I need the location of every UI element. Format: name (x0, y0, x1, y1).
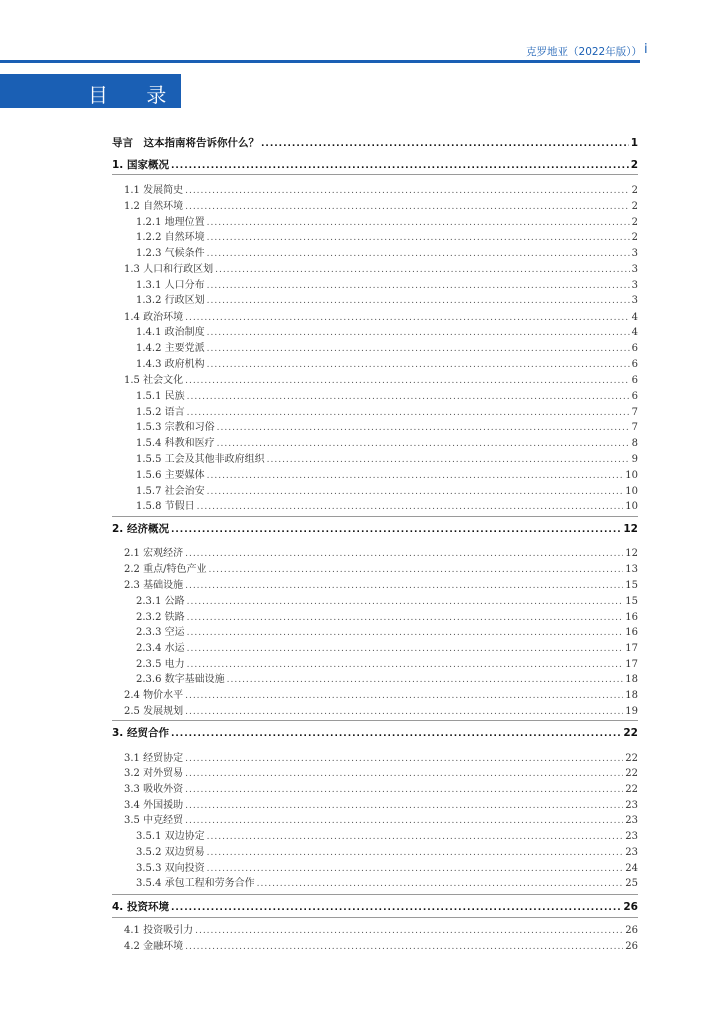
toc-entry[interactable] (136, 244, 638, 259)
toc-dot-leader (187, 628, 624, 638)
toc-entry-title: 3.5.3 双向投资 (136, 863, 205, 874)
toc-dot-leader (187, 660, 624, 670)
toc-dot-leader (185, 376, 630, 386)
toc-entry-title: 3.5.2 双边贸易 (136, 847, 205, 858)
toc-entry-title: 3.3 吸收外资 (124, 784, 184, 795)
toc-dot-leader (171, 525, 621, 535)
toc-entry-page: 10 (625, 501, 638, 512)
toc-dot-leader (217, 423, 630, 433)
toc-entry-title: 2.3 基础设施 (124, 580, 184, 591)
toc-entry[interactable] (136, 670, 638, 685)
toc-dot-leader (185, 785, 623, 795)
toc-dot-leader (185, 186, 630, 196)
toc-entry-title: 1.5.7 社会治安 (136, 486, 205, 497)
toc-dot-leader (185, 942, 623, 952)
toc-entry-page: 6 (631, 391, 638, 402)
toc-entry[interactable] (136, 213, 638, 228)
toc-entry-title: 1.5.3 宗教和习俗 (136, 422, 215, 433)
toc-entry[interactable] (124, 181, 638, 196)
toc-entry[interactable] (136, 874, 638, 889)
toc-entry-page: 2 (631, 217, 638, 228)
toc-dot-leader (185, 707, 623, 717)
toc-entry[interactable] (124, 544, 638, 559)
toc-entry-page: 3 (631, 264, 638, 275)
toc-entry-page: 18 (625, 690, 638, 701)
toc-entry[interactable] (124, 749, 638, 764)
toc-entry-page: 12 (623, 523, 638, 535)
toc-entry-title: 3.5.4 承包工程和劳务合作 (136, 878, 255, 889)
toc-entry-page: 2 (631, 185, 638, 196)
toc-entry[interactable] (136, 418, 638, 433)
toc-entry-page: 6 (631, 343, 638, 354)
toc-entry-title: 2.4 物价水平 (124, 690, 184, 701)
toc-entry-title: 1.4.3 政府机构 (136, 359, 205, 370)
toc-entry-page: 16 (625, 612, 638, 623)
toc-entry-title: 1.2.2 自然环境 (136, 232, 205, 243)
toc-entry-page: 1 (630, 137, 638, 149)
toc-dot-leader (207, 233, 630, 243)
toc-entry-page: 26 (625, 941, 638, 952)
toc-entry-title: 1.5.4 科教和医疗 (136, 438, 215, 449)
toc-entry-title: 2.3.1 公路 (136, 596, 185, 607)
toc-entry-title: 1.3 人口和行政区划 (124, 264, 214, 275)
running-header: 克罗地亚（2022年版）） (526, 46, 642, 58)
toc-entry[interactable] (136, 843, 638, 858)
toc-entry-title: 1.4 政治环境 (124, 312, 184, 323)
toc-dot-leader (261, 139, 629, 149)
toc-entry-title: 1.5.5 工会及其他非政府组织 (136, 454, 265, 465)
toc-entry-title: 1.3.1 人口分布 (136, 280, 205, 291)
toc-entry[interactable] (136, 434, 638, 449)
toc-entry[interactable] (136, 608, 638, 623)
toc-entry-title: 4. 投资环境 (112, 901, 169, 913)
toc-dot-leader (208, 565, 623, 575)
toc-entry[interactable] (136, 291, 638, 306)
toc-entry-page: 23 (625, 815, 638, 826)
toc-entry-title: 3.1 经贸协定 (124, 753, 184, 764)
toc-entry[interactable] (124, 371, 638, 386)
toc-entry-page: 22 (625, 753, 638, 764)
toc-dot-leader (207, 848, 624, 858)
toc-entry-page: 24 (625, 863, 638, 874)
toc-entry[interactable] (124, 811, 638, 826)
toc-dot-leader (185, 691, 623, 701)
page-number: i (644, 42, 648, 57)
toc-entry[interactable] (112, 157, 638, 172)
toc-entry-page: 6 (631, 359, 638, 370)
toc-entry[interactable] (124, 197, 638, 212)
toc-dot-leader (195, 926, 623, 936)
toc-entry-page: 22 (623, 727, 638, 739)
section-divider (112, 174, 638, 175)
toc-dot-leader (187, 597, 624, 607)
toc-entry[interactable] (136, 623, 638, 638)
toc-entry-title: 2.3.6 数字基础设施 (136, 674, 225, 685)
toc-entry[interactable] (124, 702, 638, 717)
toc-title: 目 录 (88, 83, 183, 107)
toc-entry-page: 10 (625, 486, 638, 497)
toc-dot-leader (207, 360, 630, 370)
toc-entry[interactable] (124, 796, 638, 811)
toc-entry-title: 4.2 金融环境 (124, 941, 184, 952)
toc-dot-leader (187, 392, 630, 402)
section-divider (112, 720, 638, 721)
toc-entry[interactable] (136, 228, 638, 243)
toc-entry[interactable] (136, 355, 638, 370)
toc-entry-title: 1.2.1 地理位置 (136, 217, 205, 228)
toc-entry-page: 2 (631, 232, 638, 243)
toc-dot-leader (257, 879, 624, 889)
toc-dot-leader (207, 344, 630, 354)
toc-entry[interactable] (136, 497, 638, 512)
toc-entry-page: 23 (625, 831, 638, 842)
toc-dot-leader (207, 281, 630, 291)
toc-dot-leader (185, 581, 623, 591)
toc-entry-title: 3.2 对外贸易 (124, 768, 184, 779)
toc-entry[interactable] (124, 764, 638, 779)
toc-entry-page: 15 (625, 580, 638, 591)
toc-entry-page: 10 (625, 470, 638, 481)
toc-entry-page: 2 (631, 201, 638, 212)
toc-entry-title: 1.5 社会文化 (124, 375, 184, 386)
toc-entry-page: 2 (630, 159, 638, 171)
toc-entry-page: 25 (625, 878, 638, 889)
toc-entry[interactable] (136, 482, 638, 497)
toc-entry[interactable] (112, 725, 638, 740)
toc-dot-leader (207, 487, 624, 497)
toc-dot-leader (207, 832, 624, 842)
toc-entry[interactable] (136, 276, 638, 291)
toc-entry-page: 3 (631, 280, 638, 291)
toc-entry[interactable] (136, 827, 638, 842)
toc-entry-title: 2.3.2 铁路 (136, 612, 185, 623)
toc-dot-leader (207, 296, 630, 306)
toc-entry-title: 1.4.1 政治制度 (136, 327, 205, 338)
toc-entry-page: 22 (625, 768, 638, 779)
toc-entry-page: 4 (631, 312, 638, 323)
toc-entry-title: 1.4.2 主要党派 (136, 343, 205, 354)
toc-dot-leader (227, 675, 624, 685)
toc-entry-page: 18 (625, 674, 638, 685)
toc-entry-title: 2.3.5 电力 (136, 659, 185, 670)
toc-dot-leader (187, 644, 624, 654)
toc-entry[interactable] (136, 450, 638, 465)
section-divider (112, 894, 638, 895)
toc-entry-title: 2.3.3 空运 (136, 627, 185, 638)
toc-entry[interactable] (136, 387, 638, 402)
toc-entry-title: 1.5.6 主要媒体 (136, 470, 205, 481)
toc-entry-title: 1.3.2 行政区划 (136, 295, 205, 306)
toc-dot-leader (185, 754, 623, 764)
toc-entry[interactable] (112, 521, 638, 536)
toc-dot-leader (207, 218, 630, 228)
toc-entry[interactable] (136, 592, 638, 607)
toc-entry[interactable] (124, 780, 638, 795)
toc-dot-leader (185, 816, 623, 826)
toc-entry[interactable] (112, 135, 638, 150)
toc-dot-leader (187, 408, 630, 418)
toc-entry-title: 1.5.1 民族 (136, 391, 185, 402)
toc-entry-page: 16 (625, 627, 638, 638)
toc-dot-leader (185, 549, 623, 559)
toc-entry-title: 2.3.4 水运 (136, 643, 185, 654)
toc-entry-page: 6 (631, 375, 638, 386)
toc-dot-leader (171, 161, 629, 171)
toc-entry-page: 4 (631, 327, 638, 338)
toc-dot-leader (185, 801, 623, 811)
toc-entry[interactable] (124, 937, 638, 952)
toc-entry-page: 19 (625, 706, 638, 717)
toc-entry[interactable] (124, 686, 638, 701)
toc-entry-title: 3.4 外国援助 (124, 800, 184, 811)
toc-entry-title: 2.1 宏观经济 (124, 548, 184, 559)
toc-entry[interactable] (136, 403, 638, 418)
toc-entry-title: 2.2 重点/特色产业 (124, 564, 207, 575)
toc-entry[interactable] (124, 576, 638, 591)
toc-entry-title: 1.2 自然环境 (124, 201, 184, 212)
toc-entry-title: 导言 这本指南将告诉你什么？ (112, 137, 259, 149)
toc-entry[interactable] (124, 921, 638, 936)
toc-dot-leader (185, 202, 630, 212)
toc-entry[interactable] (136, 323, 638, 338)
toc-entry-page: 7 (631, 407, 638, 418)
toc-dot-leader (207, 864, 624, 874)
toc-entry-title: 1.1 发展简史 (124, 185, 184, 196)
toc-entry-page: 17 (625, 659, 638, 670)
toc-entry[interactable] (124, 560, 638, 575)
toc-entry-page: 8 (631, 438, 638, 449)
toc-dot-leader (187, 613, 624, 623)
toc-entry-page: 3 (631, 295, 638, 306)
section-divider (112, 917, 638, 918)
toc-entry-page: 15 (625, 596, 638, 607)
toc-entry-title: 3. 经贸合作 (112, 727, 169, 739)
toc-dot-leader (215, 265, 630, 275)
toc-entry-page: 26 (625, 925, 638, 936)
toc-entry-page: 13 (625, 564, 638, 575)
toc-dot-leader (207, 328, 630, 338)
toc-dot-leader (197, 502, 624, 512)
toc-dot-leader (185, 313, 630, 323)
toc-entry-page: 17 (625, 643, 638, 654)
toc-dot-leader (185, 769, 623, 779)
toc-entry-title: 2.5 发展规划 (124, 706, 184, 717)
toc-entry[interactable] (136, 466, 638, 481)
toc-entry-title: 1. 国家概况 (112, 159, 169, 171)
toc-dot-leader (267, 455, 630, 465)
toc-dot-leader (217, 439, 630, 449)
toc-entry[interactable] (136, 859, 638, 874)
toc-entry[interactable] (112, 899, 638, 914)
toc-entry-title: 3.5 中克经贸 (124, 815, 184, 826)
toc-entry[interactable] (136, 339, 638, 354)
toc-entry-title: 4.1 投资吸引力 (124, 925, 194, 936)
toc-entry[interactable] (136, 655, 638, 670)
toc-entry[interactable] (124, 308, 638, 323)
toc-dot-leader (171, 903, 621, 913)
toc-entry-page: 23 (625, 800, 638, 811)
toc-entry-page: 12 (625, 548, 638, 559)
toc-entry-title: 3.5.1 双边协定 (136, 831, 205, 842)
toc-entry-title: 1.2.3 气候条件 (136, 248, 205, 259)
toc-dot-leader (207, 471, 624, 481)
toc-entry-page: 7 (631, 422, 638, 433)
toc-dot-leader (207, 249, 630, 259)
toc-dot-leader (171, 729, 621, 739)
toc-entry-page: 9 (631, 454, 638, 465)
toc-entry-title: 1.5.2 语言 (136, 407, 185, 418)
toc-entry-title: 1.5.8 节假日 (136, 501, 195, 512)
toc-entry[interactable] (124, 260, 638, 275)
toc-entry-page: 22 (625, 784, 638, 795)
toc-entry[interactable] (136, 639, 638, 654)
toc-entry-page: 3 (631, 248, 638, 259)
section-divider (112, 516, 638, 517)
toc-entry-title: 2. 经济概况 (112, 523, 169, 535)
toc-entry-page: 26 (623, 901, 638, 913)
toc-entry-page: 23 (625, 847, 638, 858)
